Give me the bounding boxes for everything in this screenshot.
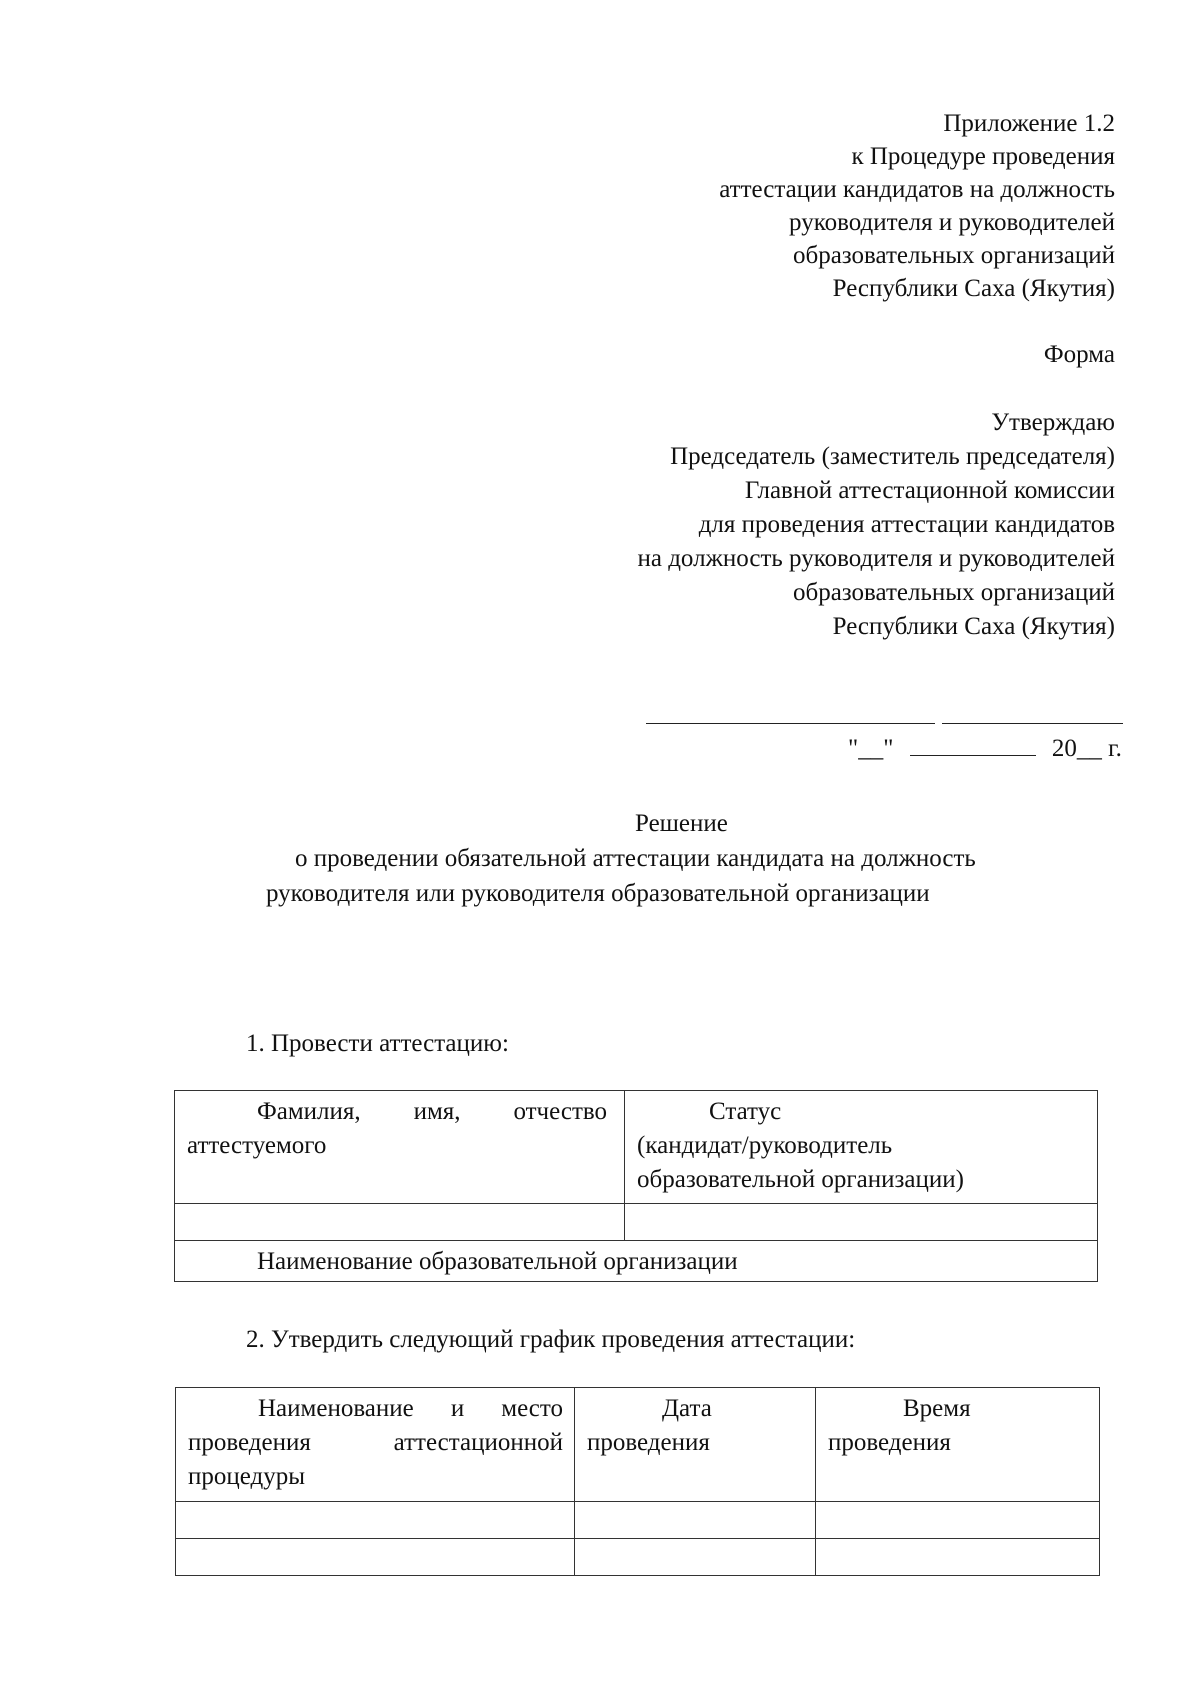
table-header-row <box>175 1091 1098 1204</box>
org-name-cell: Наименование образовательной организации <box>175 1241 1098 1282</box>
header-cell-fio: Фамилия, имя, отчество аттестуемого <box>175 1091 625 1204</box>
appendix-line: к Процедуре проведения <box>851 143 1115 170</box>
date-month-blank <box>910 733 1036 756</box>
appendix-number: Приложение 1.2 <box>943 110 1115 137</box>
header-cell-name-place: Наименование и место проведения аттестационной процедуры <box>176 1388 575 1502</box>
appendix-line: аттестации кандидатов на должность <box>719 176 1115 203</box>
approval-line: для проведения аттестации кандидатов <box>698 511 1115 538</box>
date-line-row <box>848 732 1122 766</box>
attestee-table <box>174 1090 1098 1282</box>
section1-heading: 1. Провести аттестацию: <box>246 1030 509 1057</box>
table-row <box>176 1539 1100 1576</box>
cell-name-place-value[interactable] <box>176 1539 575 1576</box>
approval-line: образовательных организаций <box>792 579 1115 606</box>
document-page: Приложение 1.2 к Процедуре проведения аттестации кандидатов на должность руководителя и руководителей образовательных организаций Республики Саха (Якутия) Форма Утверждаю Председатель (заместитель председателя) Главной аттестационной комиссии для проведения аттестации кандидатов на должность руководителя и руководителей образовательных организаций Республики Саха (Якутия) "__" 20__ г. Решение о проведении обязательной аттестации кандидата на должность руководителя или руководителя образовательной организации 1. Провести аттестацию: Фамилия, имя, отчество аттестуемого Статус (кандидат/руководитель образовательной организации) Наименование образовательной организации 2. Утвердить следующий график проведения аттестации: Наименование и место проведения аттестационной процедуры Дата проведения Время проведения <box>0 0 1200 1701</box>
cell-date-value[interactable] <box>575 1502 816 1539</box>
name-line <box>942 723 1123 724</box>
date-year: 20__ г. <box>1051 735 1122 762</box>
header-cell-time: Время проведения <box>816 1388 1100 1502</box>
date-day: "__" <box>848 735 894 762</box>
approval-line: Утверждаю <box>991 409 1115 436</box>
section2-heading: 2. Утвердить следующий график проведения аттестации: <box>246 1326 856 1353</box>
cell-fio-value[interactable] <box>175 1204 625 1241</box>
schedule-table <box>175 1387 1100 1576</box>
table-header-row <box>176 1388 1100 1502</box>
cell-time-value[interactable] <box>816 1539 1100 1576</box>
approval-line: Республики Саха (Якутия) <box>832 613 1115 640</box>
decision-subtitle-line: о проведении обязательной аттестации кандидата на должность <box>295 845 976 872</box>
table-row <box>175 1241 1098 1282</box>
decision-subtitle-line: руководителя или руководителя образовательной организации <box>266 880 930 907</box>
appendix-line: образовательных организаций <box>792 242 1115 269</box>
cell-date-value[interactable] <box>575 1539 816 1576</box>
header-cell-status: Статус (кандидат/руководитель образовательной организации) <box>625 1091 1098 1204</box>
table-row <box>176 1502 1100 1539</box>
table-row <box>175 1204 1098 1241</box>
approval-line: Председатель (заместитель председателя) <box>670 443 1115 470</box>
cell-time-value[interactable] <box>816 1502 1100 1539</box>
approval-line: на должность руководителя и руководителей <box>637 545 1115 572</box>
signature-line <box>646 723 935 724</box>
header-cell-date: Дата проведения <box>575 1388 816 1502</box>
appendix-line: Республики Саха (Якутия) <box>832 275 1115 302</box>
approval-line: Главной аттестационной комиссии <box>744 477 1115 504</box>
cell-status-value[interactable] <box>625 1204 1098 1241</box>
appendix-line: руководителя и руководителей <box>789 209 1115 236</box>
cell-name-place-value[interactable] <box>176 1502 575 1539</box>
form-label: Форма <box>1043 341 1115 368</box>
